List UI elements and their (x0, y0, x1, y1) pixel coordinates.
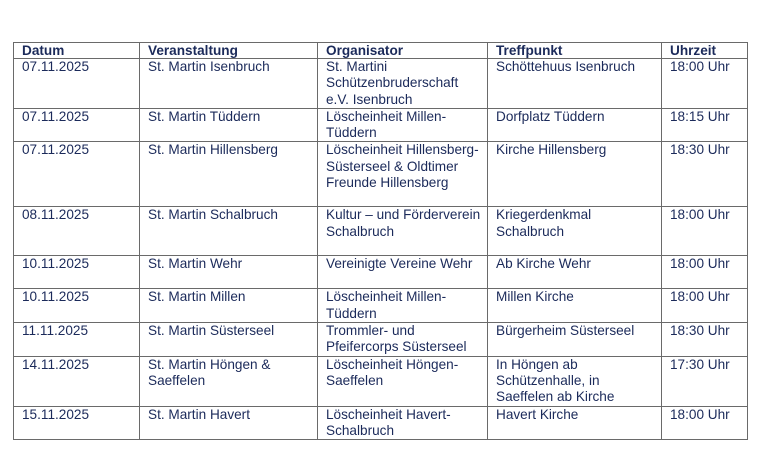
cell-uhrzeit: 18:30 Uhr (662, 142, 748, 207)
cell-datum: 10.11.2025 (14, 289, 140, 323)
table-header (14, 43, 748, 59)
cell-veranstaltung: St. Martin Schalbruch (140, 207, 318, 256)
cell-datum: 15.11.2025 (14, 406, 140, 440)
cell-treffpunkt: Dorfplatz Tüddern (488, 108, 662, 142)
cell-organisator: Löscheinheit Millen-Tüddern (318, 289, 488, 323)
cell-uhrzeit: 17:30 Uhr (662, 356, 748, 406)
cell-treffpunkt: Schöttehuus Isenbruch (488, 59, 662, 109)
cell-datum: 11.11.2025 (14, 323, 140, 357)
cell-treffpunkt: Kriegerdenkmal Schalbruch (488, 207, 662, 256)
event-table-wrapper (13, 42, 748, 440)
header-veranstaltung: Veranstaltung (140, 43, 318, 59)
cell-organisator: Trommler- und Pfeifercorps Süsterseel (318, 323, 488, 357)
cell-datum: 07.11.2025 (14, 108, 140, 142)
cell-organisator: Löscheinheit Hillensberg-Süsterseel & Oldtimer Freunde Hillensberg (318, 142, 488, 207)
cell-uhrzeit: 18:00 Uhr (662, 289, 748, 323)
table-row (14, 108, 748, 142)
table-row (14, 142, 748, 207)
cell-treffpunkt: Ab Kirche Wehr (488, 256, 662, 289)
cell-organisator: Löscheinheit Havert-Schalbruch (318, 406, 488, 440)
table-row (14, 207, 748, 256)
cell-treffpunkt: Bürgerheim Süsterseel (488, 323, 662, 357)
cell-uhrzeit: 18:00 Uhr (662, 256, 748, 289)
cell-organisator: Kultur – und Förderverein Schalbruch (318, 207, 488, 256)
cell-veranstaltung: St. Martin Hillensberg (140, 142, 318, 207)
cell-treffpunkt: Kirche Hillensberg (488, 142, 662, 207)
cell-datum: 14.11.2025 (14, 356, 140, 406)
header-uhrzeit: Uhrzeit (662, 43, 748, 59)
cell-datum: 07.11.2025 (14, 59, 140, 109)
cell-datum: 10.11.2025 (14, 256, 140, 289)
cell-treffpunkt: Millen Kirche (488, 289, 662, 323)
cell-veranstaltung: St. Martin Süsterseel (140, 323, 318, 357)
cell-veranstaltung: St. Martin Höngen & Saeffelen (140, 356, 318, 406)
st-martin-events-table (13, 42, 748, 440)
cell-veranstaltung: St. Martin Havert (140, 406, 318, 440)
cell-organisator: Löscheinheit Höngen-Saeffelen (318, 356, 488, 406)
table-body (14, 59, 748, 440)
table-row (14, 356, 748, 406)
table-row (14, 59, 748, 109)
cell-uhrzeit: 18:30 Uhr (662, 323, 748, 357)
cell-treffpunkt: Havert Kirche (488, 406, 662, 440)
cell-uhrzeit: 18:00 Uhr (662, 207, 748, 256)
cell-uhrzeit: 18:00 Uhr (662, 59, 748, 109)
header-organisator: Organisator (318, 43, 488, 59)
table-row (14, 256, 748, 289)
table-row (14, 323, 748, 357)
cell-veranstaltung: St. Martin Wehr (140, 256, 318, 289)
cell-datum: 07.11.2025 (14, 142, 140, 207)
header-row (14, 43, 748, 59)
table-row (14, 406, 748, 440)
cell-organisator: St. Martini Schützenbruderschaft e.V. Isenbruch (318, 59, 488, 109)
cell-uhrzeit: 18:15 Uhr (662, 108, 748, 142)
header-datum: Datum (14, 43, 140, 59)
cell-veranstaltung: St. Martin Tüddern (140, 108, 318, 142)
table-row (14, 289, 748, 323)
header-treffpunkt: Treffpunkt (488, 43, 662, 59)
cell-uhrzeit: 18:00 Uhr (662, 406, 748, 440)
cell-veranstaltung: St. Martin Millen (140, 289, 318, 323)
cell-veranstaltung: St. Martin Isenbruch (140, 59, 318, 109)
cell-organisator: Vereinigte Vereine Wehr (318, 256, 488, 289)
cell-treffpunkt: In Höngen ab Schützenhalle, in Saeffelen ab Kirche (488, 356, 662, 406)
cell-organisator: Löscheinheit Millen-Tüddern (318, 108, 488, 142)
cell-datum: 08.11.2025 (14, 207, 140, 256)
